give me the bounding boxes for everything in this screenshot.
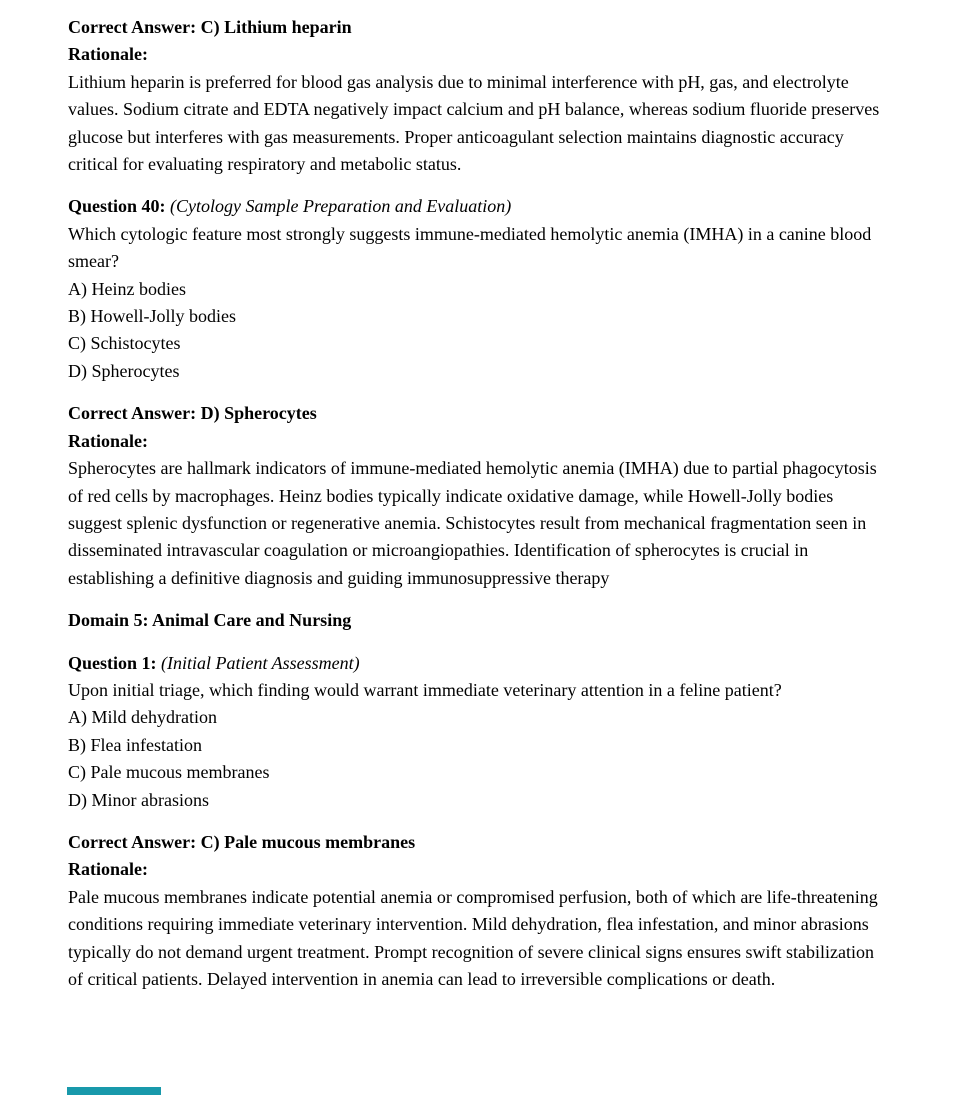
answer-option: C) Pale mucous membranes <box>68 762 270 783</box>
question-block <box>68 650 890 814</box>
correct-answer-line: Correct Answer: D) Spherocytes <box>68 403 317 424</box>
correct-answer-line: Correct Answer: C) Lithium heparin <box>68 17 352 37</box>
answer-option: D) Spherocytes <box>68 360 180 381</box>
question-text: Which cytologic feature most strongly suggests immune-mediated hemolytic anemia (IMHA) in a canine blood smear? <box>68 223 872 272</box>
rationale-heading: Rationale: <box>68 859 148 880</box>
correct-answer-line: Correct Answer: C) Pale mucous membranes <box>68 831 416 852</box>
question-category: (Initial Patient Assessment) <box>161 652 360 673</box>
question-category: (Cytology Sample Preparation and Evaluation) <box>170 196 512 217</box>
rationale-heading: Rationale: <box>68 44 148 65</box>
answer-option: D) Minor abrasions <box>68 789 209 810</box>
domain-heading: Domain 5: Animal Care and Nursing <box>68 610 352 631</box>
rationale-text: Spherocytes are hallmark indicators of immune-mediated hemolytic anemia (IMHA) due to partial phagocytosis of red cells by macrophages. Heinz bodies typically indicate oxidative damage, while Howell-Jolly bodies suggest splenic dysfunction or regenerative anemia. Schistocytes result from mechanical fragmentation seen in disseminated intravascular coagulation or microangiopathies. Identification of spherocytes is crucial in establishing a definitive diagnosis and guiding immunosuppressive therapy <box>68 458 877 588</box>
answer-option: A) Heinz bodies <box>68 278 186 299</box>
answer-option: B) Howell-Jolly bodies <box>68 306 236 327</box>
answer-option: A) Mild dehydration <box>68 707 217 728</box>
rationale-text: Lithium heparin is preferred for blood gas analysis due to minimal interference with pH, gas, and electrolyte values. Sodium citrate and EDTA negatively impact calcium and pH balance, whereas sodium fluoride preserves glucose but interferes with gas measurements. Proper anticoagulant selection maintains diagnostic accuracy critical for evaluating respiratory and metabolic status. <box>68 71 880 175</box>
document-page <box>68 14 890 1008</box>
question-number-label: Question 40: <box>68 196 166 217</box>
answer-block <box>68 14 890 178</box>
rationale-text: Pale mucous membranes indicate potential anemia or compromised perfusion, both of which are life-threatening conditions requiring immediate veterinary intervention. Mild dehydration, flea infestation, and minor abrasions typically do not demand urgent treatment. Prompt recognition of severe clinical signs ensures swift stabilization of critical patients. Delayed intervention in anemia can lead to irreversible complications or death. <box>68 886 878 989</box>
answer-option: C) Schistocytes <box>68 333 181 354</box>
accent-bar-fragment <box>67 1087 161 1095</box>
answer-block <box>68 400 890 592</box>
question-text: Upon initial triage, which finding would warrant immediate veterinary attention in a feline patient? <box>68 679 782 700</box>
answer-block <box>68 829 890 993</box>
question-block <box>68 193 890 385</box>
question-header <box>68 193 890 220</box>
answer-option: B) Flea infestation <box>68 734 202 755</box>
question-number-label: Question 1: <box>68 652 157 673</box>
rationale-heading: Rationale: <box>68 430 148 451</box>
question-header <box>68 650 890 677</box>
